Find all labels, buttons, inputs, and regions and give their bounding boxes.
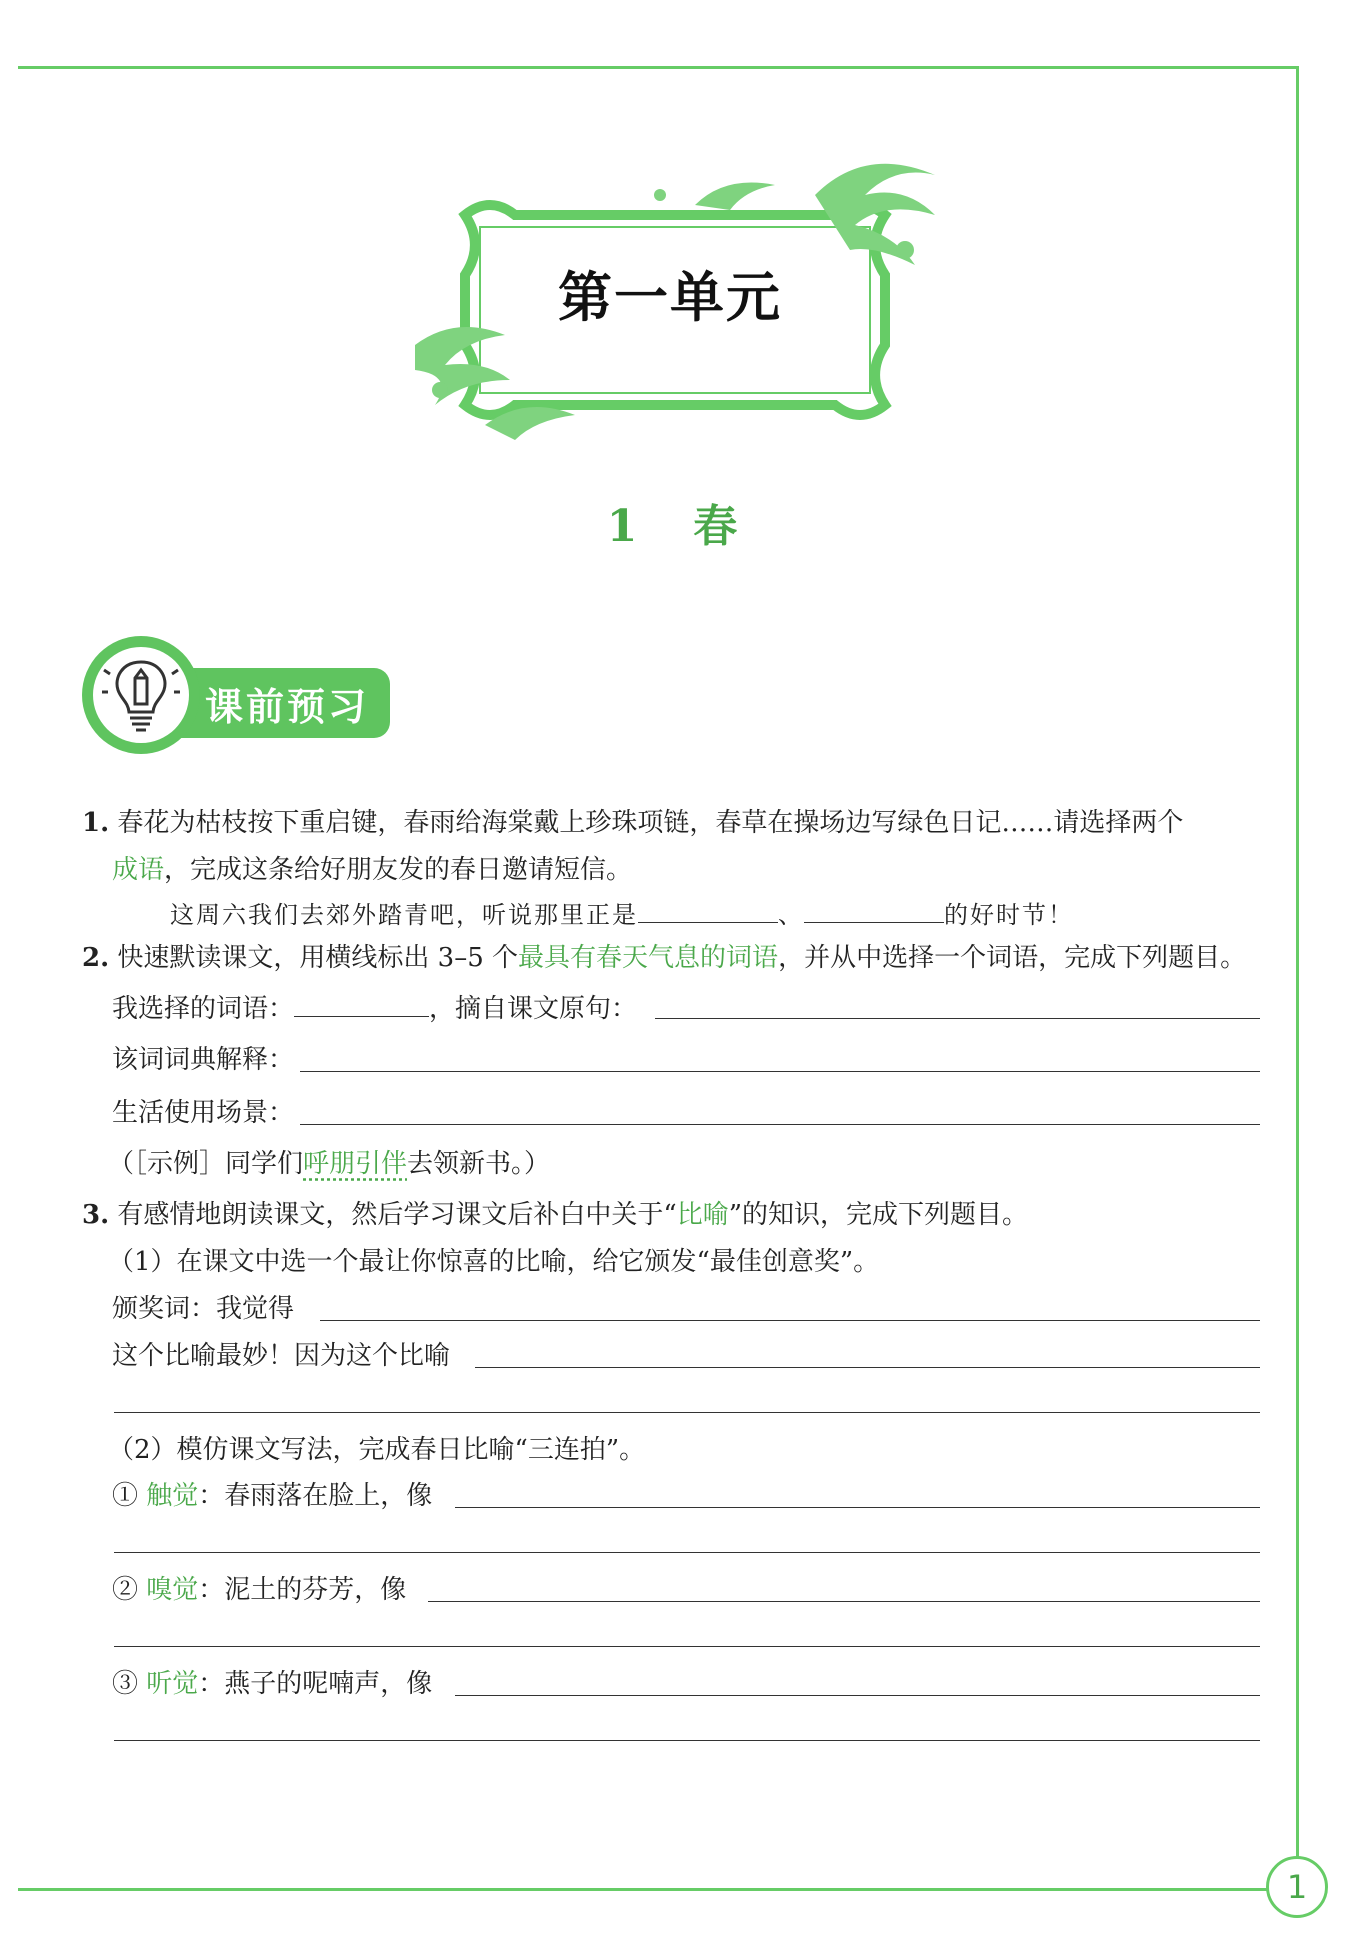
q3-item-2-sense: 嗅觉	[146, 1575, 199, 1605]
q3-award-blank[interactable]	[320, 1320, 1260, 1321]
q3-text-a: 有感情地朗读课文，然后学习课文后补白中关于“	[117, 1200, 677, 1230]
q2-quote-blank[interactable]	[655, 1018, 1260, 1019]
q1-keyword: 成语	[112, 855, 165, 885]
q2-dict-label: 该词词典解释：	[112, 1045, 295, 1075]
q1-sms-line	[170, 896, 1074, 932]
q2-dict-line	[112, 1043, 294, 1077]
q1-text-a: 春花为枯枝按下重启键，春雨给海棠戴上珍珠项链，春草在操场边写绿色日记……请选择两个	[117, 808, 1184, 838]
q2-line-1	[82, 941, 1246, 975]
page-frame-right	[1296, 66, 1299, 1892]
q2-example-keyword: 呼朋引伴	[303, 1149, 408, 1179]
q1-number: 1.	[82, 808, 110, 838]
unit-title: 第一单元	[558, 266, 782, 329]
q3-item-3-mark: ③	[112, 1669, 139, 1699]
q2-number: 2.	[82, 943, 110, 973]
q2-scene-blank[interactable]	[300, 1124, 1260, 1125]
q3-item-1-blank[interactable]	[455, 1507, 1260, 1508]
lightbulb-pencil-icon	[100, 654, 182, 736]
q3-item-2	[112, 1573, 406, 1607]
q3-award-line	[112, 1292, 294, 1326]
q3-item-3-blank[interactable]	[455, 1695, 1260, 1696]
q3-award-label: 颁奖词：我觉得	[112, 1294, 295, 1324]
q2-chosen-line	[112, 990, 637, 1026]
q3-item-3	[112, 1667, 432, 1701]
q1-blank-2[interactable]	[804, 896, 944, 923]
q3-item-2-blank[interactable]	[428, 1601, 1260, 1602]
q3-item-2-blank-2[interactable]	[114, 1646, 1260, 1647]
q2-dict-blank[interactable]	[300, 1071, 1260, 1072]
q1-blank-1[interactable]	[638, 896, 778, 923]
q3-because-label: 这个比喻最妙！因为这个比喻	[112, 1341, 451, 1371]
q2-quote-label: ，摘自课文原句：	[429, 994, 638, 1024]
q2-example-a: （［示例］同学们	[108, 1149, 304, 1179]
q2-scene-line	[112, 1096, 294, 1130]
q2-example-b: 去领新书。）	[407, 1149, 551, 1179]
q2-example-line	[108, 1147, 550, 1181]
section-label: 课前预习	[205, 685, 370, 729]
q1-line-2	[112, 853, 632, 887]
q3-part2-line	[108, 1433, 645, 1467]
q1-sms-sep: 、	[778, 901, 804, 929]
q3-item-1-blank-2[interactable]	[114, 1552, 1260, 1553]
q3-part2: （2）模仿课文写法，完成春日比喻“三连拍”。	[108, 1435, 646, 1465]
q3-text-b: ”的知识，完成下列题目。	[728, 1200, 1029, 1230]
lesson-title: 1 春	[606, 501, 744, 552]
q2-keyword: 最具有春天气息的词语	[518, 943, 779, 973]
q3-item-2-mark: ②	[112, 1575, 139, 1605]
q2-chosen-label: 我选择的词语：	[112, 994, 295, 1024]
q3-line-1	[82, 1198, 1028, 1232]
q1-line-1	[82, 806, 1183, 840]
page-number: 1	[1266, 1856, 1328, 1918]
page-frame-bottom	[18, 1888, 1268, 1891]
q3-item-1-mark: ①	[112, 1481, 139, 1511]
q3-part1-line	[108, 1245, 879, 1279]
q3-because-blank-2[interactable]	[114, 1412, 1260, 1413]
q3-keyword: 比喻	[676, 1200, 729, 1230]
q3-because-blank[interactable]	[475, 1367, 1260, 1368]
q3-part1: （1）在课文中选一个最让你惊喜的比喻，给它颁发“最佳创意奖”。	[108, 1247, 880, 1277]
q2-text-a: 快速默读课文，用横线标出 3–5 个	[117, 943, 519, 973]
q3-number: 3.	[82, 1200, 110, 1230]
q3-item-1	[112, 1479, 432, 1513]
q3-item-3-sense: 听觉	[146, 1669, 199, 1699]
q2-chosen-blank[interactable]	[294, 990, 429, 1017]
page-frame-top	[18, 66, 1299, 69]
q1-sms-a: 这周六我们去郊外踏青吧，听说那里正是	[170, 901, 638, 929]
q3-item-3-blank-2[interactable]	[114, 1740, 1260, 1741]
q2-scene-label: 生活使用场景：	[112, 1098, 295, 1128]
q3-item-3-text: ：燕子的呢喃声，像	[198, 1669, 433, 1699]
q1-text-b: ，完成这条给好朋友发的春日邀请短信。	[164, 855, 633, 885]
q2-text-b: ，并从中选择一个词语，完成下列题目。	[778, 943, 1247, 973]
q3-because-line	[112, 1339, 450, 1373]
q3-item-1-sense: 触觉	[146, 1481, 199, 1511]
q3-item-1-text: ：春雨落在脸上，像	[198, 1481, 433, 1511]
q1-sms-b: 的好时节！	[944, 901, 1074, 929]
q3-item-2-text: ：泥土的芬芳，像	[198, 1575, 407, 1605]
